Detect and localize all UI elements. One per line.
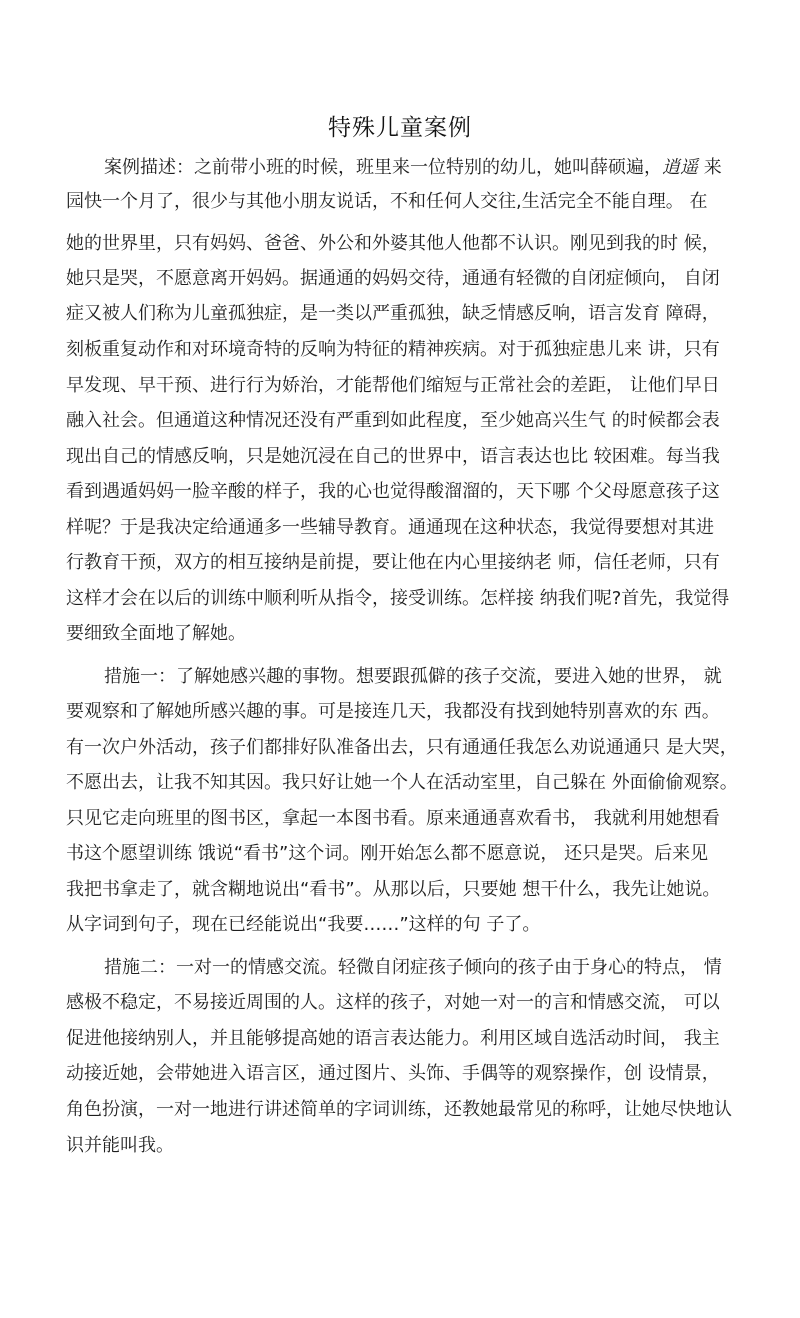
paragraph-1-line-6: 刻板重复动作和对环境奇特的反响为特征的精神疾病。对于孤独症患儿来 讲，只有 (66, 339, 720, 360)
paragraph-3-line-2: 感极不稳定，不易接近周围的人。这样的孩子，对她一对一的言和情感交流， 可以 (66, 992, 720, 1013)
paragraph-1-line-1 (104, 152, 722, 184)
paragraph-1-line-4: 她只是哭，不愿意离开妈妈。据通通的妈妈交待，通通有轻微的自闭症倾向， 自闭 (66, 268, 720, 289)
paragraph-2-line-3: 有一次户外活动，孩子们都排好队准备出去，只有通通任我怎么劝说通通只 是大哭， (66, 737, 738, 758)
paragraph-2-line-4: 不愿出去，让我不知其因。我只好让她一个人在活动室里，自己躲在 外面偷偷观察。 (66, 772, 738, 793)
paragraph-2-line-2: 要观察和了解她所感兴趣的事。可是接连几天，我都没有找到她特别喜欢的东 西。 (66, 701, 720, 722)
paragraph-2-line-8: 从字词到句子，现在已经能说出“我要……”这样的句 子了。 (66, 914, 541, 935)
line-text-italic: 逍遥 (662, 157, 698, 178)
paragraph-1-line-2: 园快一个月了，很少与其他小朋友说话，不和任何人交往,生活完全不能自理。 在 (66, 191, 708, 212)
paragraph-1-line-14: 要细致全面地了解她。 (66, 623, 246, 644)
line-text-pre: 案例描述：之前带小班的时候，班里来一位特别的幼儿，她叫薛硕遍， (104, 157, 662, 178)
paragraph-3-line-3: 促进他接纳别人，并且能够提高她的语言表达能力。利用区域自选活动时间， 我主 (66, 1028, 720, 1049)
paragraph-1-line-12: 行教育干预，双方的相互接纳是前提，要让他在内心里接纳老 师，信任老师，只有 (66, 552, 720, 573)
paragraph-3-line-5: 角色扮演，一对一地进行讲述简单的字词训练，还教她最常见的称呼，让她尽快地认 (66, 1099, 732, 1120)
paragraph-3-line-4: 动接近她，会带她进入语言区，通过图片、头饰、手偶等的观察操作，创 设情景， (66, 1063, 720, 1084)
paragraph-3-line-1: 措施二：一对一的情感交流。轻微自闭症孩子倾向的孩子由于身心的特点， 情 (104, 957, 722, 978)
paragraph-1-line-8: 融入社会。但通道这种情况还没有严重到如此程度，至少她高兴生气 的时候都会表 (66, 410, 720, 431)
paragraph-1-line-11: 样呢？于是我决定给通通多一些辅导教育。通通现在这种状态，我觉得要想对其进 (66, 517, 714, 538)
document-title: 特殊儿童案例 (328, 115, 472, 141)
paragraph-1-line-5: 症又被人们称为儿童孤独症，是一类以严重孤独，缺乏情感反响，语言发育 障碍， (66, 303, 720, 324)
paragraph-1-line-10: 看到遇遁妈妈一脸辛酸的样子，我的心也觉得酸溜溜的，天下哪 个父母愿意孩子这 (66, 481, 720, 502)
paragraph-2-line-5: 只见它走向班里的图书区，拿起一本图书看。原来通通喜欢看书， 我就利用她想看 (66, 808, 720, 829)
paragraph-1-line-13: 这样才会在以后的训练中顺利听从指令，接受训练。怎样接 纳我们呢?首先，我觉得 (66, 588, 730, 609)
paragraph-2-line-1: 措施一：了解她感兴趣的事物。想要跟孤僻的孩子交流，要进入她的世界， 就 (104, 666, 722, 687)
paragraph-2-line-6: 书这个愿望训练 饿说“看书”这个词。刚开始怎么都不愿意说， 还只是哭。后来见 (66, 843, 709, 864)
line-text-post: 来 (698, 157, 722, 178)
paragraph-3-line-6: 识并能叫我。 (66, 1135, 174, 1156)
paragraph-1-line-3: 她的世界里，只有妈妈、爸爸、外公和外婆其他人他都不认识。刚见到我的时 候， (66, 233, 720, 254)
paragraph-1-line-9: 现出自己的情感反响，只是她沉浸在自己的世界中，语言表达也比 较困难。每当我 (66, 446, 720, 467)
paragraph-1-line-7: 早发现、早干预、进行行为娇治，才能帮他们缩短与正常社会的差距， 让他们早日 (66, 375, 720, 396)
paragraph-2-line-7: 我把书拿走了，就含糊地说出“看书”。从那以后，只要她 想干什么，我先让她说。 (66, 879, 721, 900)
